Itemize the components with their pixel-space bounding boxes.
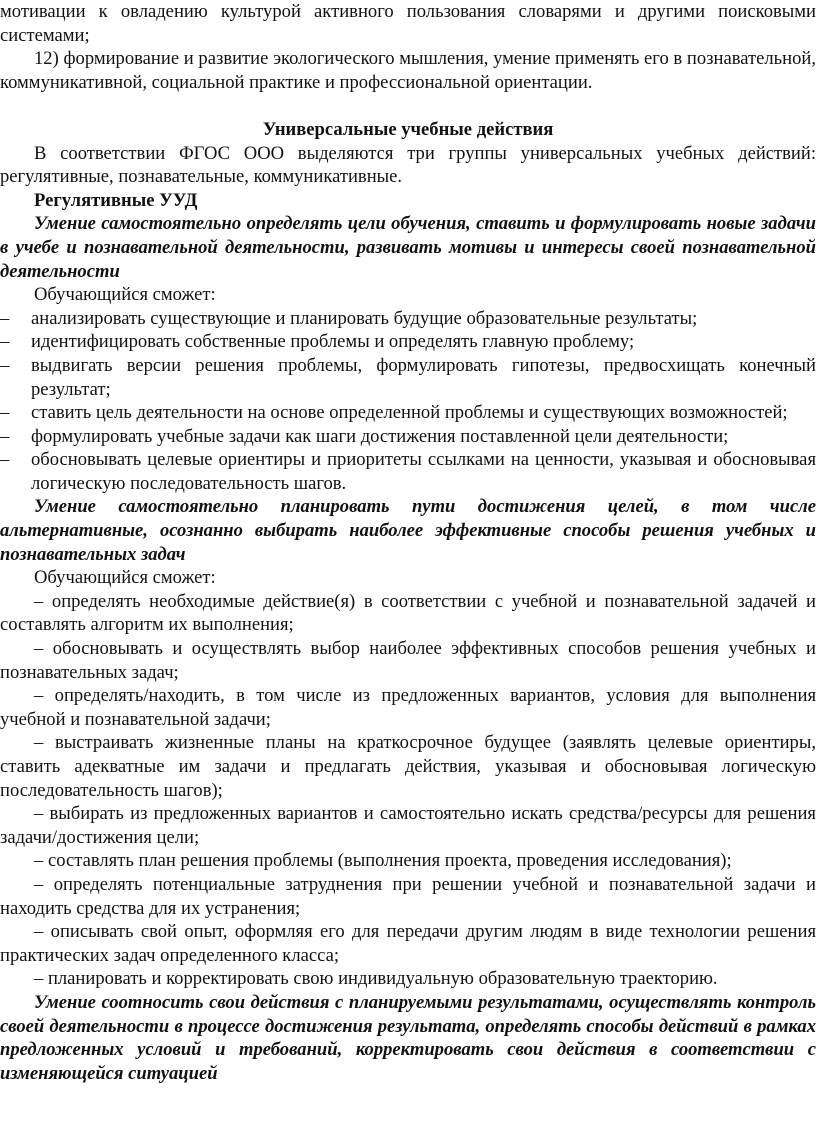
- section-lead: В соответствии ФГОС ООО выделяются три группы универсальных учебных действий: регулятивные, познавательные, коммуникативные.: [0, 142, 816, 188]
- section-title: Универсальные учебные действия: [262, 118, 554, 140]
- dash-marker: –: [34, 873, 44, 895]
- dash-marker: –: [0, 449, 10, 471]
- list-item-text: составлять план решения проблемы (выполнения проекта, проведения исследования);: [47, 850, 732, 872]
- list-item: [0, 684, 816, 731]
- dash-marker: –: [0, 331, 10, 353]
- list-item-text: выстраивать жизненные планы на краткосрочное будущее (заявлять целевые ориентиры, ставить адекватные им задачи и предлагать действия, указывая и обосновывая логическую последовательность шагов);: [0, 732, 816, 801]
- list-item: [0, 637, 816, 684]
- list-item: [0, 330, 816, 354]
- block1-lead: Обучающийся сможет:: [34, 284, 216, 306]
- list-item: [0, 731, 816, 802]
- dash-marker: –: [34, 590, 44, 612]
- list-item-text: обосновывать и осуществлять выбор наиболее эффективных способов решения учебных и познавательных задач;: [0, 638, 816, 683]
- dash-marker: –: [34, 685, 44, 707]
- list-item: [0, 920, 816, 967]
- list-item-text: описывать свой опыт, оформляя его для передачи другим людям в виде технологии решения практических задач определенного класса;: [0, 921, 816, 966]
- block3-heading: Умение соотносить свои действия с планируемыми результатами, осуществлять контроль своей деятельности в процессе достижения результата, определять способы действий в рамках предложенных условий и требований, корректировать свои действия в соответствии с изменяющейся ситуацией: [0, 991, 816, 1084]
- list-item-text: анализировать существующие и планировать будущие образовательные результаты;: [31, 307, 698, 329]
- dash-marker: –: [0, 402, 10, 424]
- intro-item-12: 12) формирование и развитие экологического мышления, умение применять его в познавательной, коммуникативной, социальной практике и профессиональной ориентации.: [0, 48, 816, 93]
- block2-lead: Обучающийся сможет:: [34, 567, 216, 589]
- dash-marker: –: [34, 850, 44, 872]
- block1-list: [0, 307, 816, 496]
- list-item-text: формулировать учебные задачи как шаги достижения поставленной цели деятельности;: [31, 425, 729, 447]
- list-item: [0, 425, 816, 449]
- intro-continuation: мотивации к овладению культурой активного пользования словарями и другими поисковыми системами;: [0, 1, 816, 46]
- list-item-text: планировать и корректировать свою индивидуальную образовательную траекторию.: [47, 968, 718, 990]
- dash-marker: –: [34, 732, 44, 754]
- dash-marker: –: [34, 803, 44, 825]
- list-item: [0, 354, 816, 401]
- list-item-text: выбирать из предложенных вариантов и самостоятельно искать средства/ресурсы для решения задачи/достижения цели;: [0, 803, 816, 848]
- dash-marker: –: [34, 921, 44, 943]
- list-item-text: определять необходимые действие(я) в соответствии с учебной и познавательной задачей и составлять алгоритм их выполнения;: [0, 590, 816, 636]
- dash-marker: –: [0, 425, 10, 447]
- blank-line: [0, 94, 816, 118]
- list-item-text: определять/находить, в том числе из предложенных вариантов, условия для выполнения учебной и познавательной задачи;: [0, 685, 816, 730]
- list-item: [0, 802, 816, 849]
- list-item-text: идентифицировать собственные проблемы и определять главную проблему;: [31, 331, 635, 353]
- section-subtitle: Регулятивные УУД: [34, 189, 198, 211]
- list-item: [0, 849, 816, 873]
- list-item: [0, 401, 816, 425]
- list-item-text: обосновывать целевые ориентиры и приоритеты ссылками на ценности, указывая и обосновывая логическую последовательность шагов.: [31, 449, 816, 494]
- list-item-text: выдвигать версии решения проблемы, формулировать гипотезы, предвосхищать конечный результат;: [31, 354, 816, 400]
- dash-marker: –: [0, 354, 10, 376]
- list-item: [0, 448, 816, 495]
- dash-marker: –: [34, 638, 44, 660]
- list-item: [0, 967, 816, 991]
- list-item-text: определять потенциальные затруднения при решении учебной и познавательной задачи и находить средства для их устранения;: [0, 873, 816, 919]
- block2-heading: Умение самостоятельно планировать пути достижения целей, в том числе альтернативные, осознанно выбирать наиболее эффективные способы решения учебных и познавательных задач: [0, 496, 816, 565]
- dash-marker: –: [34, 968, 44, 990]
- list-item: [0, 873, 816, 920]
- block1-heading: Умение самостоятельно определять цели обучения, ставить и формулировать новые задачи в учебе и познавательной деятельности, развивать мотивы и интересы своей познавательной деятельности: [0, 213, 816, 282]
- dash-marker: –: [0, 307, 10, 329]
- list-item: [0, 590, 816, 637]
- list-item-text: ставить цель деятельности на основе определенной проблемы и существующих возможностей;: [31, 402, 788, 424]
- list-item: [0, 307, 816, 331]
